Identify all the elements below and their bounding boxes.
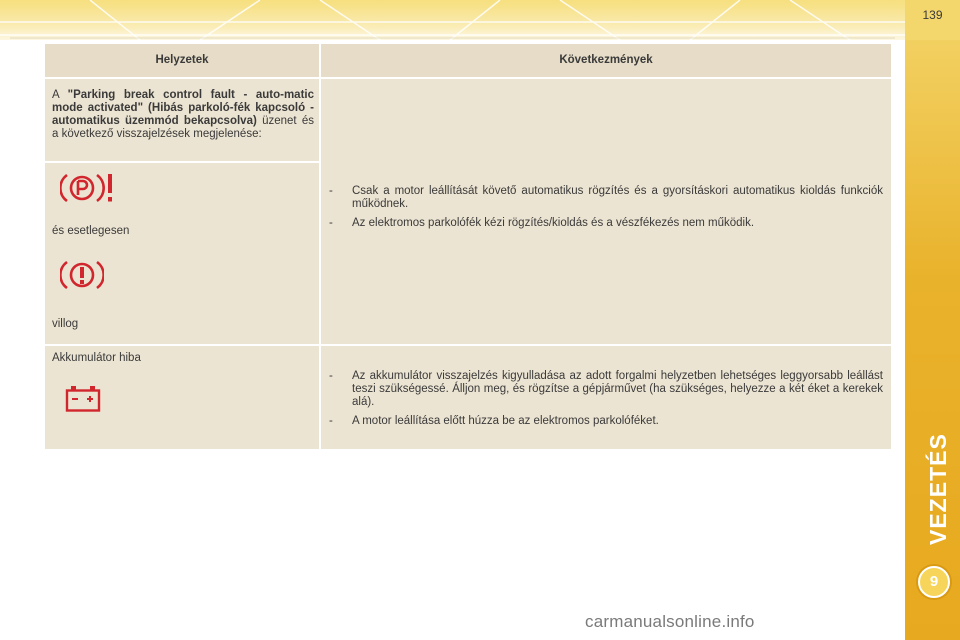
row1-message-suffix: üzenet és a következő visszajelzések megjelenése: [52, 115, 314, 140]
row2-consequences [327, 370, 883, 434]
chapter-number-badge: 9 [918, 566, 950, 598]
row1-situation-text [52, 89, 314, 141]
row2-consequence-item: - A motor leállítása előtt húzza be az elektromos parkolóféket. [327, 415, 883, 428]
chapter-title: VEZETÉS [925, 433, 951, 545]
row1-consequence-item: - Az elektromos parkolófék kézi rögzítés/kioldás és a vészfékezés nem működik. [327, 217, 883, 230]
top-decor-band [0, 0, 905, 40]
row2-consequence-item: - Az akkumulátor visszajelzés kigyulladása az adott forgalmi helyzetben lehetséges leggyorsabb leállást teszi szükségessé. Álljon meg, és rögzítse a gépjárművet (ha szükséges, helyezze a két éket a kerekek alá). [327, 370, 883, 409]
brake-warning-icon [60, 258, 104, 292]
situations-table [45, 44, 891, 449]
chapter-side-tab [905, 40, 960, 640]
situation-divider [45, 161, 319, 163]
row1-message-bold: "Parking break control fault - auto-matic mode activated" (Hibás parkoló-fék kapcsoló - automatikus üzemmód bekapcsolva) [52, 89, 314, 127]
watermark: carmanualsonline.info [585, 612, 755, 631]
header-divider [45, 77, 891, 79]
row1-and-possibly: és esetlegesen [52, 225, 130, 237]
decor-lines [0, 0, 905, 40]
parking-brake-fault-icon [60, 171, 116, 205]
battery-icon [65, 386, 101, 412]
column-divider [319, 44, 321, 449]
row-divider [45, 344, 891, 346]
row1-flashing: villog [52, 318, 79, 330]
row1-consequences [327, 185, 883, 236]
row2-situation: Akkumulátor hiba [52, 352, 141, 364]
row1-consequence-item: - Csak a motor leállítását követő automatikus rögzítés és a gyorsításkori automatikus kioldás funkciók működnek. [327, 185, 883, 211]
column-header-situations: Helyzetek [45, 44, 319, 77]
page-number: 139 [922, 8, 943, 22]
row1-intro-prefix: A [52, 89, 60, 101]
column-header-consequences: Következmények [321, 44, 891, 77]
